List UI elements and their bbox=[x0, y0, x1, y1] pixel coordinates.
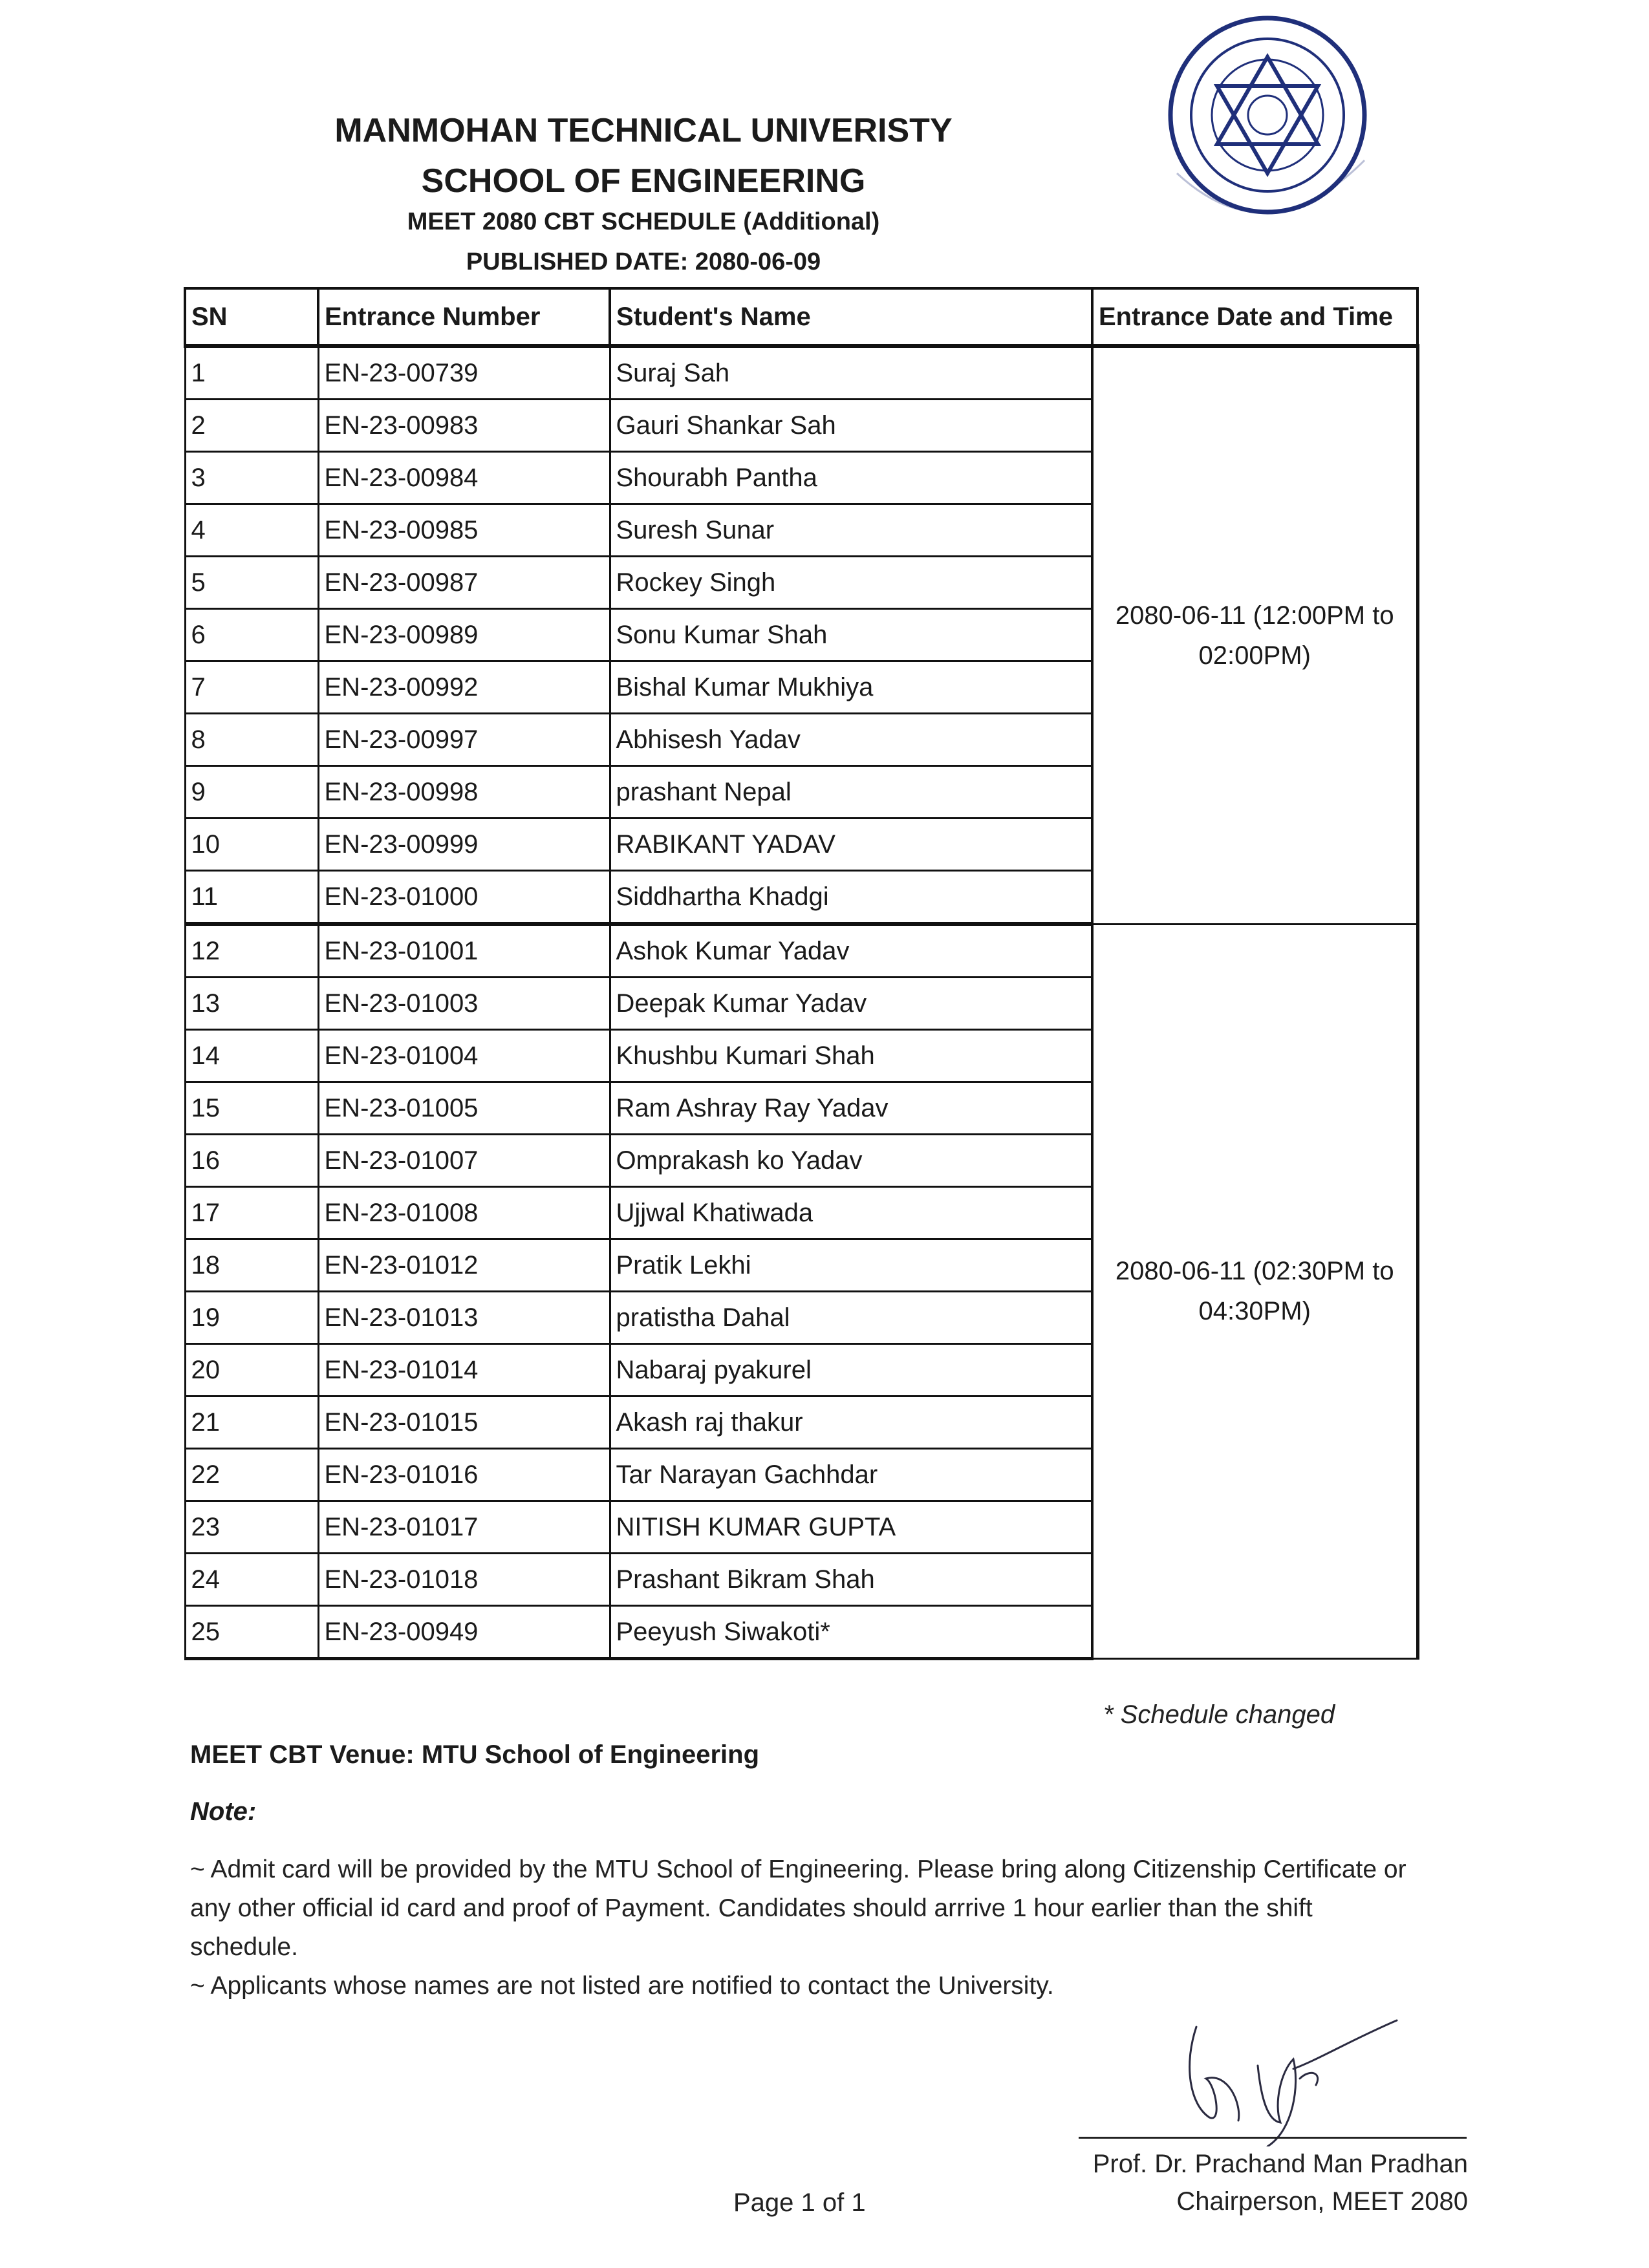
cell-student-name: Pratik Lekhi bbox=[610, 1239, 1092, 1292]
cell-student-name: Sonu Kumar Shah bbox=[610, 609, 1092, 661]
published-date: PUBLISHED DATE: 2080-06-09 bbox=[466, 248, 821, 275]
cell-sn: 3 bbox=[185, 452, 318, 504]
cell-sn: 11 bbox=[185, 871, 318, 925]
cell-student-name: Bishal Kumar Mukhiya bbox=[610, 661, 1092, 714]
cell-sn: 20 bbox=[185, 1344, 318, 1396]
cell-entrance-number: EN-23-00984 bbox=[318, 452, 610, 504]
school-name: SCHOOL OF ENGINEERING bbox=[421, 162, 866, 200]
table-header-row bbox=[185, 288, 1417, 346]
cell-student-name: Abhisesh Yadav bbox=[610, 714, 1092, 766]
cell-student-name: Shourabh Pantha bbox=[610, 452, 1092, 504]
cell-student-name: NITISH KUMAR GUPTA bbox=[610, 1501, 1092, 1554]
cell-sn: 6 bbox=[185, 609, 318, 661]
cell-sn: 25 bbox=[185, 1606, 318, 1659]
signatory-title: Chairperson, MEET 2080 bbox=[1176, 2187, 1468, 2216]
cell-sn: 23 bbox=[185, 1501, 318, 1554]
cell-sn: 24 bbox=[185, 1554, 318, 1606]
signature-line bbox=[1079, 2137, 1467, 2139]
cell-sn: 4 bbox=[185, 504, 318, 557]
cell-sn: 22 bbox=[185, 1449, 318, 1501]
col-header-sn: SN bbox=[185, 288, 318, 346]
schedule-changed-note: * Schedule changed bbox=[1103, 1700, 1335, 1729]
cell-student-name: Ram Ashray Ray Yadav bbox=[610, 1082, 1092, 1135]
cell-student-name: Khushbu Kumari Shah bbox=[610, 1030, 1092, 1082]
cell-student-name: Gauri Shankar Sah bbox=[610, 400, 1092, 452]
cell-sn: 7 bbox=[185, 661, 318, 714]
note-label: Note: bbox=[190, 1797, 257, 1826]
cell-entrance-number: EN-23-00949 bbox=[318, 1606, 610, 1659]
cell-sn: 19 bbox=[185, 1292, 318, 1344]
col-header-date-time: Entrance Date and Time bbox=[1092, 288, 1417, 346]
cell-entrance-number: EN-23-00985 bbox=[318, 504, 610, 557]
cell-entrance-number: EN-23-01016 bbox=[318, 1449, 610, 1501]
cell-student-name: RABIKANT YADAV bbox=[610, 818, 1092, 871]
cell-student-name: Suresh Sunar bbox=[610, 504, 1092, 557]
cell-sn: 17 bbox=[185, 1187, 318, 1239]
cell-entrance-number: EN-23-01008 bbox=[318, 1187, 610, 1239]
cell-sn: 18 bbox=[185, 1239, 318, 1292]
university-seal-icon bbox=[1158, 12, 1390, 244]
schedule-table bbox=[184, 287, 1419, 1660]
cell-student-name: Omprakash ko Yadav bbox=[610, 1135, 1092, 1187]
cell-entrance-number: EN-23-01012 bbox=[318, 1239, 610, 1292]
cell-sn: 5 bbox=[185, 557, 318, 609]
venue: MEET CBT Venue: MTU School of Engineering bbox=[190, 1740, 760, 1769]
cell-student-name: Tar Narayan Gachhdar bbox=[610, 1449, 1092, 1501]
cell-student-name: pratistha Dahal bbox=[610, 1292, 1092, 1344]
university-name: MANMOHAN TECHNICAL UNIVERISTY bbox=[334, 112, 953, 149]
cell-entrance-number: EN-23-01017 bbox=[318, 1501, 610, 1554]
cell-entrance-number: EN-23-00983 bbox=[318, 400, 610, 452]
cell-student-name: Ashok Kumar Yadav bbox=[610, 924, 1092, 978]
cell-entrance-number: EN-23-01000 bbox=[318, 871, 610, 925]
cell-sn: 1 bbox=[185, 346, 318, 400]
cell-entrance-number: EN-23-00999 bbox=[318, 818, 610, 871]
table-row bbox=[185, 346, 1417, 400]
cell-entrance-number: EN-23-01013 bbox=[318, 1292, 610, 1344]
cell-entrance-number: EN-23-01005 bbox=[318, 1082, 610, 1135]
cell-entrance-number: EN-23-00739 bbox=[318, 346, 610, 400]
cell-sn: 8 bbox=[185, 714, 318, 766]
cell-sn: 21 bbox=[185, 1396, 318, 1449]
signatory-name: Prof. Dr. Prachand Man Pradhan bbox=[1092, 2150, 1468, 2178]
cell-student-name: Rockey Singh bbox=[610, 557, 1092, 609]
table-row bbox=[185, 924, 1417, 978]
cell-entrance-date-time: 2080-06-11 (02:30PM to 04:30PM) bbox=[1092, 924, 1417, 1659]
cell-sn: 12 bbox=[185, 924, 318, 978]
cell-entrance-number: EN-23-00992 bbox=[318, 661, 610, 714]
notes bbox=[190, 1850, 1419, 2006]
cell-entrance-number: EN-23-01004 bbox=[318, 1030, 610, 1082]
signature-icon bbox=[1170, 2007, 1403, 2146]
cell-student-name: Suraj Sah bbox=[610, 346, 1092, 400]
cell-entrance-number: EN-23-01015 bbox=[318, 1396, 610, 1449]
note-item: ~ Applicants whose names are not listed are notified to contact the University. bbox=[190, 1972, 1054, 2000]
schedule-title: MEET 2080 CBT SCHEDULE (Additional) bbox=[407, 208, 880, 235]
cell-entrance-number: EN-23-00997 bbox=[318, 714, 610, 766]
cell-entrance-number: EN-23-01001 bbox=[318, 924, 610, 978]
cell-sn: 10 bbox=[185, 818, 318, 871]
cell-student-name: Ujjwal Khatiwada bbox=[610, 1187, 1092, 1239]
col-header-student-name: Student's Name bbox=[610, 288, 1092, 346]
cell-sn: 13 bbox=[185, 978, 318, 1030]
cell-sn: 15 bbox=[185, 1082, 318, 1135]
cell-student-name: prashant Nepal bbox=[610, 766, 1092, 818]
note-item: ~ Admit card will be provided by the MTU School of Engineering. Please bring along Citizenship Certificate or any other official id card and proof of Payment. Candidates should arrrive 1 hour earlier than the shift schedule. bbox=[190, 1856, 1406, 1961]
cell-sn: 14 bbox=[185, 1030, 318, 1082]
cell-student-name: Deepak Kumar Yadav bbox=[610, 978, 1092, 1030]
cell-entrance-number: EN-23-01007 bbox=[318, 1135, 610, 1187]
cell-entrance-date-time: 2080-06-11 (12:00PM to 02:00PM) bbox=[1092, 346, 1417, 924]
cell-sn: 2 bbox=[185, 400, 318, 452]
cell-entrance-number: EN-23-01014 bbox=[318, 1344, 610, 1396]
cell-sn: 16 bbox=[185, 1135, 318, 1187]
cell-student-name: Prashant Bikram Shah bbox=[610, 1554, 1092, 1606]
cell-entrance-number: EN-23-00989 bbox=[318, 609, 610, 661]
cell-student-name: Akash raj thakur bbox=[610, 1396, 1092, 1449]
cell-entrance-number: EN-23-01003 bbox=[318, 978, 610, 1030]
page-number: Page 1 of 1 bbox=[733, 2188, 866, 2217]
cell-entrance-number: EN-23-00998 bbox=[318, 766, 610, 818]
cell-sn: 9 bbox=[185, 766, 318, 818]
cell-entrance-number: EN-23-01018 bbox=[318, 1554, 610, 1606]
cell-entrance-number: EN-23-00987 bbox=[318, 557, 610, 609]
col-header-entrance-number: Entrance Number bbox=[318, 288, 610, 346]
cell-student-name: Nabaraj pyakurel bbox=[610, 1344, 1092, 1396]
cell-student-name: Siddhartha Khadgi bbox=[610, 871, 1092, 925]
cell-student-name: Peeyush Siwakoti* bbox=[610, 1606, 1092, 1659]
